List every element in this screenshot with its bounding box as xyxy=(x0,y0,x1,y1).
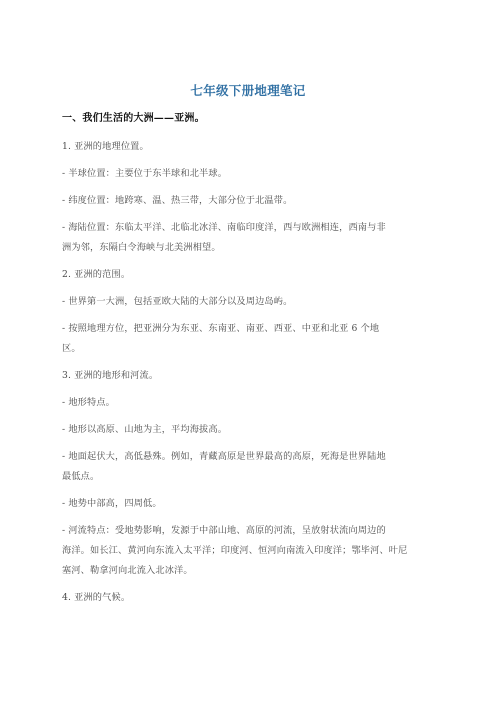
paragraph-line: 最低点。 xyxy=(62,471,100,482)
paragraph-line: 区。 xyxy=(62,343,81,354)
paragraph-line: - 海陆位置：东临太平洋、北临北冰洋、南临印度洋，西与欧洲相连，西南与非 xyxy=(62,222,386,233)
paragraph-line: - 纬度位置：地跨寒、温、热三带，大部分位于北温带。 xyxy=(62,195,293,206)
paragraph-line: 洲为邻，东隔白令海峡与北美洲相望。 xyxy=(62,242,221,253)
paragraph-line: - 地势中部高，四周低。 xyxy=(62,498,162,509)
section-heading: 一、我们生活的大洲——亚洲。 xyxy=(62,113,205,124)
paragraph-line: - 半球位置：主要位于东半球和北半球。 xyxy=(62,168,228,179)
paragraph-line: - 按照地理方位，把亚洲分为东亚、东南亚、南亚、西亚、中亚和北亚 6 个地 xyxy=(62,323,380,334)
paragraph-line: 海洋。如长江、黄河向东流入太平洋；印度河、恒河向南流入印度洋；鄂毕河、叶尼 xyxy=(62,545,408,556)
paragraph-line: 1. 亚洲的地理位置。 xyxy=(62,141,149,152)
paragraph-line: 2. 亚洲的范围。 xyxy=(62,269,131,280)
paragraph-line: 3. 亚洲的地形和河流。 xyxy=(62,370,159,381)
paragraph-line: 4. 亚洲的气候。 xyxy=(62,592,131,603)
paragraph-line: 塞河、勒拿河向北流入北冰洋。 xyxy=(62,565,193,576)
paragraph-line: - 地面起伏大，高低悬殊。例如，青藏高原是世界最高的高原，死海是世界陆地 xyxy=(62,451,386,462)
paragraph-line: - 地形以高原、山地为主，平均海拔高。 xyxy=(62,424,228,435)
document-title: 七年级下册地理笔记 xyxy=(190,83,306,98)
paragraph-line: - 世界第一大洲，包括亚欧大陆的大部分以及周边岛屿。 xyxy=(62,296,293,307)
paragraph-line: - 河流特点：受地势影响，发源于中部山地、高原的河流，呈放射状流向周边的 xyxy=(62,525,386,536)
paragraph-line: - 地形特点。 xyxy=(62,397,116,408)
